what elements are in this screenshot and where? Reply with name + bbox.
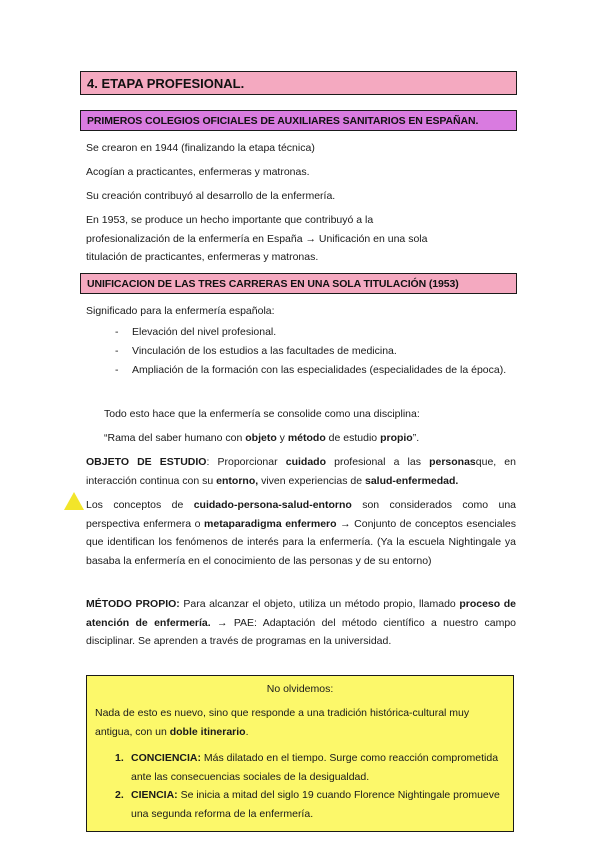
paragraph-creacion: Su creación contribuyó al desarrollo de la enfermería. bbox=[86, 190, 336, 202]
bullet-item: Elevación del nivel profesional. bbox=[132, 326, 277, 338]
note-item-conciencia: CONCIENCIA: Más dilatado en el tiempo. Surge como reacción comprometida ante las consecuencias sociales de la desigualdad. bbox=[131, 752, 499, 783]
paragraph-1953-line3: titulación de practicantes, enfermeras y matronas. bbox=[86, 251, 319, 263]
warning-triangle-icon bbox=[64, 492, 84, 510]
paragraph-objeto-estudio: OBJETO DE ESTUDIO: Proporcionar cuidado profesional a las personasque, en interacción continua con su entorno, viven experiencias de salud-enfermedad. bbox=[86, 456, 516, 487]
heading-colegios: PRIMEROS COLEGIOS OFICIALES DE AUXILIARES SANITARIOS EN ESPAÑAN. bbox=[80, 110, 517, 131]
paragraph-1953 bbox=[86, 211, 516, 267]
note-paragraph: Nada de esto es nuevo, sino que responde a una tradición histórica-cultural muy antigua, con un doble itinerario. bbox=[95, 707, 470, 738]
bullet-marker: - bbox=[115, 345, 119, 357]
bullet-marker: - bbox=[115, 364, 119, 376]
bullet-item: Vinculación de los estudios a las facultades de medicina. bbox=[132, 345, 397, 357]
paragraph-1944: Se crearon en 1944 (finalizando la etapa técnica) bbox=[86, 142, 315, 154]
paragraph-conceptos: Los conceptos de cuidado-persona-salud-entorno son considerados como una perspectiva enfermera o metaparadigma enfermero → Conjunto de conceptos esenciales que identifican los fenómenos de interés para la enfermería. (Ya la escuela Nightingale ya basaba la enfermería en el conocimiento de las personas y de su entorno) bbox=[86, 499, 517, 567]
quote-definition: “Rama del saber humano con objeto y método de estudio propio”. bbox=[104, 432, 420, 444]
note-item-ciencia: CIENCIA: Se inicia a mitad del siglo 19 cuando Florence Nightingale promueve una segunda reforma de la enfermería. bbox=[131, 789, 500, 820]
heading-unificacion: UNIFICACION DE LAS TRES CARRERAS EN UNA SOLA TITULACIÓN (1953) bbox=[80, 273, 517, 294]
paragraph-significado: Significado para la enfermería española: bbox=[86, 305, 275, 317]
note-box bbox=[86, 675, 514, 832]
paragraph-1953-line1: En 1953, se produce un hecho importante que contribuyó a la bbox=[86, 214, 374, 226]
note-item-number: 2. bbox=[115, 789, 124, 801]
paragraph-consolide: Todo esto hace que la enfermería se consolide como una disciplina: bbox=[104, 408, 420, 420]
paragraph-metodo-propio: MÉTODO PROPIO: Para alcanzar el objeto, utiliza un método propio, llamado proceso de atención de enfermería. → PAE: Adaptación del método científico a nuestro campo disciplinar. Se aprenden a través de programas en la universidad. bbox=[86, 598, 517, 647]
note-item-number: 1. bbox=[115, 752, 124, 764]
bullet-marker: - bbox=[115, 326, 119, 338]
note-title: No olvidemos: bbox=[266, 683, 334, 695]
paragraph-acogian: Acogían a practicantes, enfermeras y matronas. bbox=[86, 166, 310, 178]
paragraph-1953-line2: profesionalización de la enfermería en España → Unificación en una sola bbox=[86, 232, 428, 245]
bullet-item: Ampliación de la formación con las especialidades (especialidades de la época). bbox=[132, 364, 507, 376]
section-title: 4. ETAPA PROFESIONAL. bbox=[80, 71, 517, 95]
